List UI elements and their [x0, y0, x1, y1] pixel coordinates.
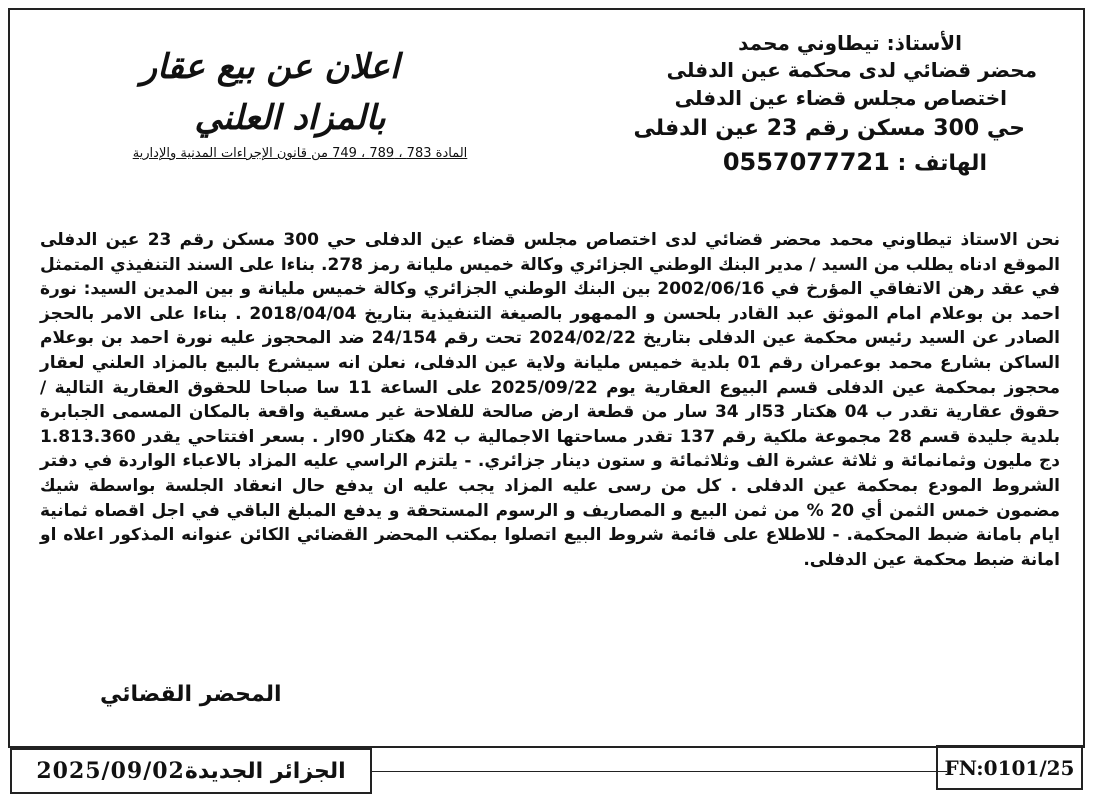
bailiff-name: الأستاذ: تيطاوني محمد: [738, 31, 962, 55]
bailiff-phone: [567, 146, 1037, 180]
legal-articles: المادة 783 ، 789 ، 749 من قانون الإجراءات المدنية والإدارية: [132, 146, 468, 161]
bailiff-address: حي 300 مسكن رقم 23 عين الدفلى: [633, 116, 1025, 141]
notice-title-block: [40, 42, 560, 164]
signature: المحضر القضائي: [100, 682, 282, 707]
phone-label: الهاتف :: [897, 151, 987, 176]
publication-date: 2025/09/02: [36, 758, 185, 784]
notice-subtitle: بالمزاد العلني: [194, 98, 386, 138]
bailiff-jurisdiction: اختصاص مجلس قضاء عين الدفلى: [674, 86, 1007, 110]
publication-box: [10, 748, 372, 794]
file-number-box: [936, 745, 1083, 790]
newspaper-name: الجزائر الجديدة: [184, 758, 346, 784]
bailiff-header: [567, 30, 1037, 180]
phone-number: 0557077721: [722, 148, 890, 176]
notice-title: اعلان عن بيع عقار: [140, 47, 400, 87]
bailiff-title: محضر قضائي لدى محكمة عين الدفلى: [666, 58, 1037, 82]
notice-body: نحن الاستاذ تيطاوني محمد محضر قضائي لدى اختصاص مجلس قضاء عين الدفلى حي 300 مسكن رقم 23 عين الدفلى الموقع ادناه يطلب من السيد / مدير البنك الوطني الجزائري وكالة خميس مليانة رمز 278. بناءا على السند التنفيذي المتمثل في عقد رهن الاتفاقي المؤرخ في 2002/06/16 بين البنك الوطني الجزائري وكالة خميس مليانة و بين المدين السيد: نورة احمد بن بوعلام امام الموثق عبد القادر بلحسن و الممهور بالصيغة التنفيذية بتاريخ 2018/04/04 . بناءا على الامر بالحجز الصادر عن السيد رئيس محكمة عين الدفلى بتاريخ 2024/02/22 تحت رقم 24/154 ضد المحجوز عليه نورة احمد بن بوعلام الساكن بشارع محمد بوعمران رقم 01 بلدية خميس مليانة ولاية عين الدفلى، نعلن انه سيشرع بالبيع بالمزاد العلني لعقار محجوز بمحكمة عين الدفلى قسم البيوع العقارية يوم 2025/09/22 على الساعة 11 سا صباحا للحقوق العقارية التالية / حقوق عقارية تقدر ب 04 هكتار 53ار 34 سار من قطعة ارض صالحة للفلاحة غير مسقية واقعة بالمكان المسمى الجبابرة بلدية جليدة قسم 28 مجموعة ملكية رقم 137 تقدر مساحتها الاجمالية ب 42 هكتار 90ار . بسعر افتتاحي يقدر 1.813.360 دج مليون وثمانمائة و ثلاثة عشرة الف وثلاثمائة و ستون دينار جزائري. - يلتزم الراسي عليه المزاد بالاعباء الواردة في دفتر الشروط المودع بمحكمة عين الدفلى . كل من رسى عليه المزاد يجب عليه ان يدفع حال انعقاد الجلسة بواسطة شيك مضمون خمس الثمن أي 20 % من ثمن البيع و المصاريف و الرسوم المستحقة و يدفع المبلغ الباقي في اجل اقصاه ثمانية ايام بامانة ضبط المحكمة. - للاطلاع على قائمة شروط البيع اتصلوا بمكتب المحضر القضائي الكائن عنوانه المذكور اعلاه او امانة ضبط محكمة عين الدفلى.: [40, 230, 1061, 570]
footer-divider: [370, 771, 947, 772]
file-number: FN:0101/25: [944, 755, 1075, 780]
